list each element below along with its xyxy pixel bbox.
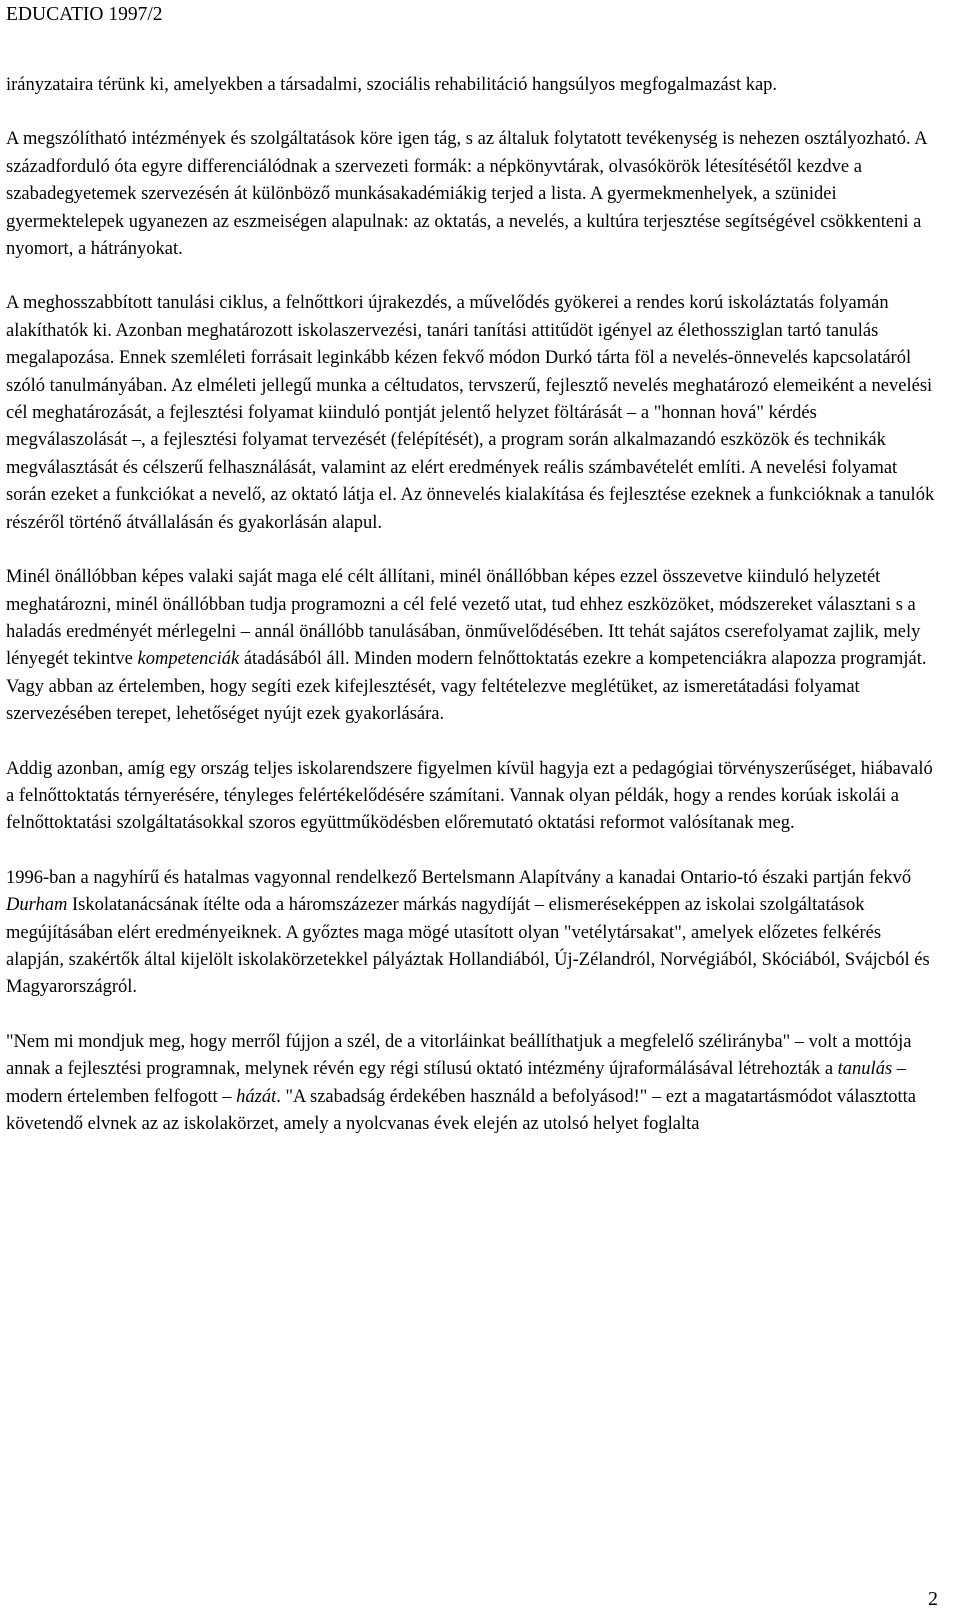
paragraph-1: irányzataira térünk ki, amelyekben a társadalmi, szociális rehabilitáció hangsúlyos megfogalmazást kap. [6, 75, 778, 95]
paragraph-4 [6, 564, 941, 728]
paragraph-7-text-start: "Nem mi mondjuk meg, hogy merről fújjon a szél, de a vitorláinkat beállíthatjuk a megfelelő szélirányba" – volt a mottója annak a fejlesztési programnak, melynek révén egy régi stílusú oktató intézmény újraformálásával létrehozták a [6, 1031, 912, 1080]
paragraph-6-text-start: 1996-ban a nagyhírű és hatalmas vagyonnal rendelkező Bertelsmann Alapítvány a kanadai Ontario-tó északi partján fekvő [6, 867, 912, 888]
page-number: 2 [928, 1588, 938, 1610]
paragraph-6 [6, 865, 941, 1002]
italic-term-tanulas: tanulás [837, 1059, 893, 1080]
paragraph-6-text-end: Iskolatanácsának ítélte oda a háromszázezer márkás nagydíját – elismeréseképpen az iskolai szolgáltatások megújításában elért eredményeiknek. A győztes maga mögé utasított olyan "vetélytársakat", amelyek előzetes felkérés alapján, szakértők által kijelölt iskolakörzetekkel pályáztak Hollandiából, Új-Zélandról, Norvégiából, Skóciából, Svájcból és Magyarországról. [6, 895, 930, 998]
running-header: EDUCATIO 1997/2 [6, 4, 163, 25]
paragraph-3: A meghosszabbított tanulási ciklus, a felnőttkori újrakezdés, a művelődés gyökerei a rendes korú iskoláztatás folyamán alakíthatók ki. Azonban meghatározott iskolaszervezési, tanári tanítási attitűdöt igényel az élethossziglan tartó tanulás megalapozása. Ennek szemléleti forrásait leginkább kézen fekvő módon Durkó tárta föl a nevelés-önnevelés kapcsolatáról szóló tanulmányában. Az elméleti jellegű munka a céltudatos, tervszerű, fejlesztő nevelés meghatározó elemeiként a nevelési cél meghatározását, a fejlesztési folyamat kiinduló pontját jelentő helyzet föltárását – a "honnan hová" kérdés megválaszolását –, a fejlesztési folyamat tervezését (felépítését), a program során alkalmazandó eszközök és technikák megválasztását és célszerű felhasználását, valamint az elért eredmények reális számbavételét említi. A nevelési folyamat során ezeket a funkciókat a nevelő, az oktató látja el. Az önnevelés kialakítása és fejlesztése ezeknek a funkcióknak a tanulók részéről történő átvállalásán és gyakorlásán alapul. [6, 293, 935, 533]
paragraph-7 [6, 1029, 941, 1139]
paragraph-7-text-middle: – modern értelemben felfogott – [6, 1059, 907, 1107]
paragraph-4-text-start: Minél önállóbban képes valaki saját maga elé célt állítani, minél önállóbban képes ezzel összevetve kiinduló helyzetét meghatározni, minél önállóbban tudja programozni a cél felé vezető utat, tud ehhez eszközöket, módszereket választani s a haladás eredményét mérlegelni – annál önállóbb tanulásában, önművelődésében. Itt tehát sajátos cserefolyamat zajlik, mely lényegét tekintve [6, 567, 921, 670]
document-body [6, 72, 941, 1138]
paragraph-2: A megszólítható intézmények és szolgáltatások köre igen tág, s az általuk folytatott tevékenység is nehezen osztályozható. A századforduló óta egyre differenciálódnak a szervezeti formák: a népkönyvtárak, olvasókörök létesítésétől kezdve a szabadegyetemek szervezésén át különböző munkásakadémiákig terjed a lista. A gyermekmenhelyek, a szünidei gyermektelepek ugyanezen az eszmeiségen alapulnak: az oktatás, a nevelés, a kultúra terjesztése segítségével csökkenteni a nyomort, a hátrányokat. [6, 129, 927, 260]
italic-term-hazat: házát [236, 1086, 277, 1107]
italic-term-durham: Durham [6, 895, 68, 916]
paragraph-5: Addig azonban, amíg egy ország teljes iskolarendszere figyelmen kívül hagyja ezt a pedagógiai törvényszerűséget, hiábavaló a felnőttoktatás térnyerésére, tényleges felértékelődésére számítani. Vannak olyan példák, hogy a rendes korúak iskolái a felnőttoktatási szolgáltatásokkal szoros együttműködésben előremutató oktatási reformot valósítanak meg. [6, 758, 933, 834]
italic-term-kompetenciak: kompetenciák [137, 649, 240, 670]
paragraph-4-text-end: átadásából áll. Minden modern felnőttoktatás ezekre a kompetenciákra alapozza programját. Vagy abban az értelemben, hogy segíti ezek kifejlesztését, vagy feltételezve meglétüket, az ismeretátadási folyamat szervezésében terepet, lehetőséget nyújt ezek gyakorlására. [6, 649, 927, 725]
paragraph-7-text-end: . "A szabadság érdekében használd a befolyásod!" – ezt a magatartásmódot választotta követendő elvnek az az iskolakörzet, amely a nyolcvanas évek elején az utolsó helyet foglalta [6, 1086, 916, 1134]
